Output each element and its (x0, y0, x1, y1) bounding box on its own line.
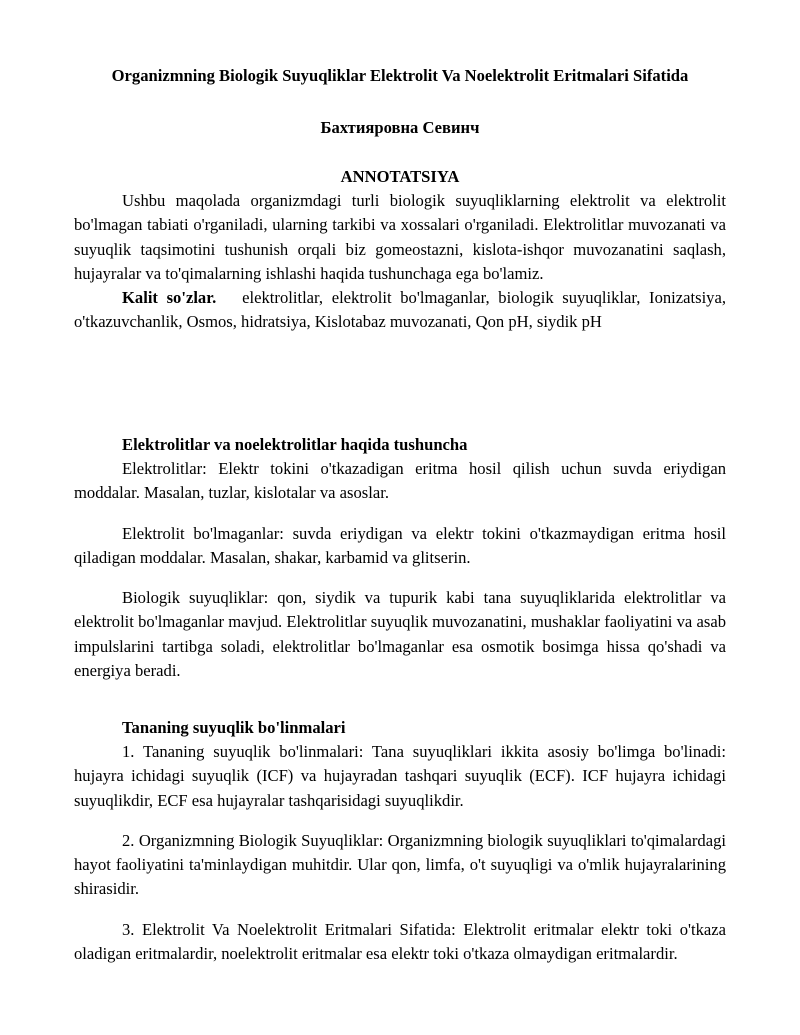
annotation-block (74, 189, 726, 335)
paragraph: Biologik suyuqliklar: qon, siydik va tupurik kabi tana suyuqliklarida elektrolitlar va elektrolit bo'lmaganlar mavjud. Elektrolitlar suyuqlik muvozanatini, mushaklar faoliyatini va asab impulslarini tartibga soladi, elektrolitlar bo'lmaganlar esa osmotik bosimga hissa qo'shadi va energiya beradi. (74, 588, 726, 681)
document-title: Organizmning Biologik Suyuqliklar Elektrolit Va Noelektrolit Eritmalari Sifatida (111, 66, 689, 85)
paragraph: 1. Tananing suyuqlik bo'linmalari: Tana suyuqliklari ikkita asosiy bo'limga bo'linadi: hujayra ichidagi suyuqlik (ICF) va hujayradan tashqari suyuqlik (ECF). ICF hujayra ichidagi suyuqlikdir, ECF esa hujayralar tashqarisidagi suyuqlikdir. (74, 742, 726, 810)
paragraph: Elektrolit bo'lmaganlar: suvda eriydigan va elektr tokini o'tkazmaydigan eritma hosil qiladigan moddalar. Masalan, shakar, karbamid va glitserin. (74, 523, 726, 567)
paragraph: Elektrolitlar: Elektr tokini o'tkazadigan eritma hosil qilish uchun suvda eriydigan moddalar. Masalan, tuzlar, kislotalar va asoslar. (74, 459, 726, 503)
annotation-text: Ushbu maqolada organizmdagi turli biologik suyuqliklarning elektrolit va elektrolit bo'lmagan tabiati o'rganiladi, ularning tarkibi va xossalari o'rganiladi. Elektrolitlar muvozanati va suyuqlik taqsimotini tushunish orqali biz gomeostazni, kislota-ishqor muvozanatini saqlash, hujayralar va to'qimalarning ishlashi haqida tushunchaga ega bo'lamiz. (74, 191, 726, 283)
keywords-paragraph (74, 286, 726, 335)
section-compartments (74, 716, 726, 966)
section-heading: Tananing suyuqlik bo'linmalari (122, 718, 346, 737)
annotation-heading: ANNOTATSIYA (340, 167, 460, 186)
paragraph: 3. Elektrolit Va Noelektrolit Eritmalari Sifatida: Elektrolit eritmalar elektr toki o'tkaza oladigan eritmalardir, noelektrolit eritmalar esa elektr toki o'tkaza olmaydigan eritmalardir. (74, 919, 726, 964)
author-name: Бахтияровна Севинч (320, 118, 480, 137)
paragraph: 2. Organizmning Biologik Suyuqliklar: Organizmning biologik suyuqliklari to'qimalardagi hayot faoliyatini ta'minlaydigan muhitdir. Ular qon, limfa, o't suyuqligi va o'mlik hujayralarining shirasidir. (74, 830, 726, 899)
section-heading: Elektrolitlar va noelektrolitlar haqida tushuncha (122, 435, 468, 454)
keywords-list: elektrolitlar, elektrolit bo'lmaganlar, biologik suyuqliklar, Ionizatsiya, o'tkazuvchanlik, Osmos, hidratsiya, Kislotabaz muvozanati, Qon pH, siydik pH (74, 288, 726, 332)
keywords-label: Kalit so'zlar. (122, 288, 217, 308)
section-electrolytes (74, 433, 726, 683)
